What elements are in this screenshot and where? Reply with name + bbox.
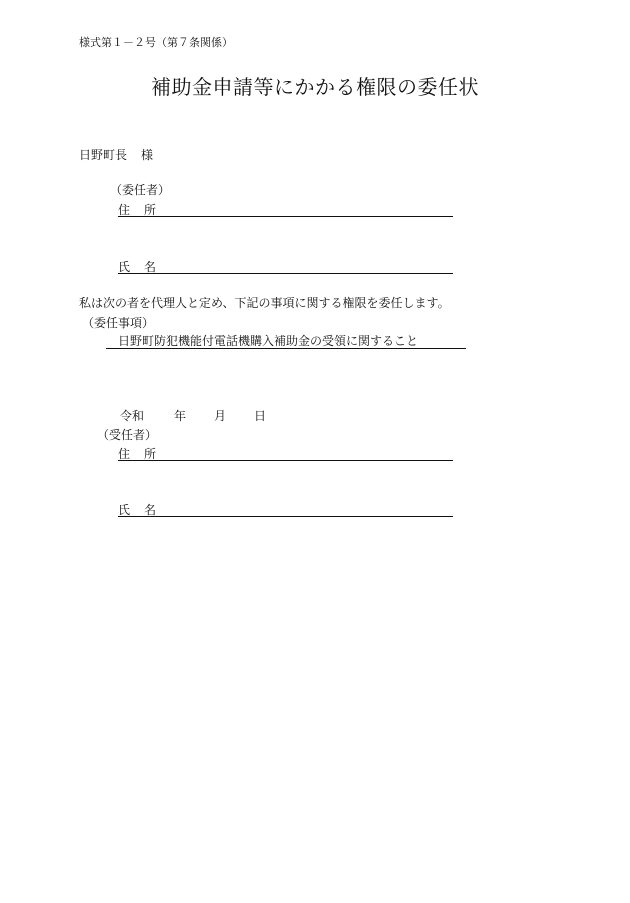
- proxy-address-label: 住所: [118, 447, 171, 461]
- addressee-honorific: 様: [141, 148, 154, 162]
- document-title: 補助金申請等にかかる権限の委任状: [151, 75, 479, 99]
- delegator-address-line: [118, 216, 453, 217]
- delegation-statement: 私は次の者を代理人と定め、下記の事項に関する権限を委任します。: [79, 296, 450, 310]
- delegated-matters-line: [106, 348, 466, 349]
- proxy-label: （受任者）: [97, 428, 158, 442]
- delegator-name-line: [118, 273, 453, 274]
- date-day: 日: [254, 409, 267, 423]
- delegated-matters-label: （委任事項）: [82, 316, 155, 330]
- proxy-name-line: [118, 516, 453, 517]
- date-row: [120, 409, 266, 423]
- delegator-label: （委任者）: [110, 183, 171, 197]
- date-month: 月: [214, 409, 227, 423]
- proxy-name-label: 氏名: [118, 503, 171, 517]
- addressee: [79, 148, 153, 162]
- delegator-address-label: 住所: [118, 203, 171, 217]
- addressee-name: 日野町長: [79, 148, 128, 162]
- date-era: 令和: [120, 409, 145, 423]
- delegated-matters-text: 日野町防犯機能付電話機購入補助金の受領に関すること: [118, 334, 419, 348]
- delegator-name-label: 氏名: [118, 260, 171, 274]
- date-year: 年: [174, 409, 187, 423]
- proxy-address-line: [118, 460, 453, 461]
- form-number: 様式第１－２号（第７条関係）: [79, 36, 233, 49]
